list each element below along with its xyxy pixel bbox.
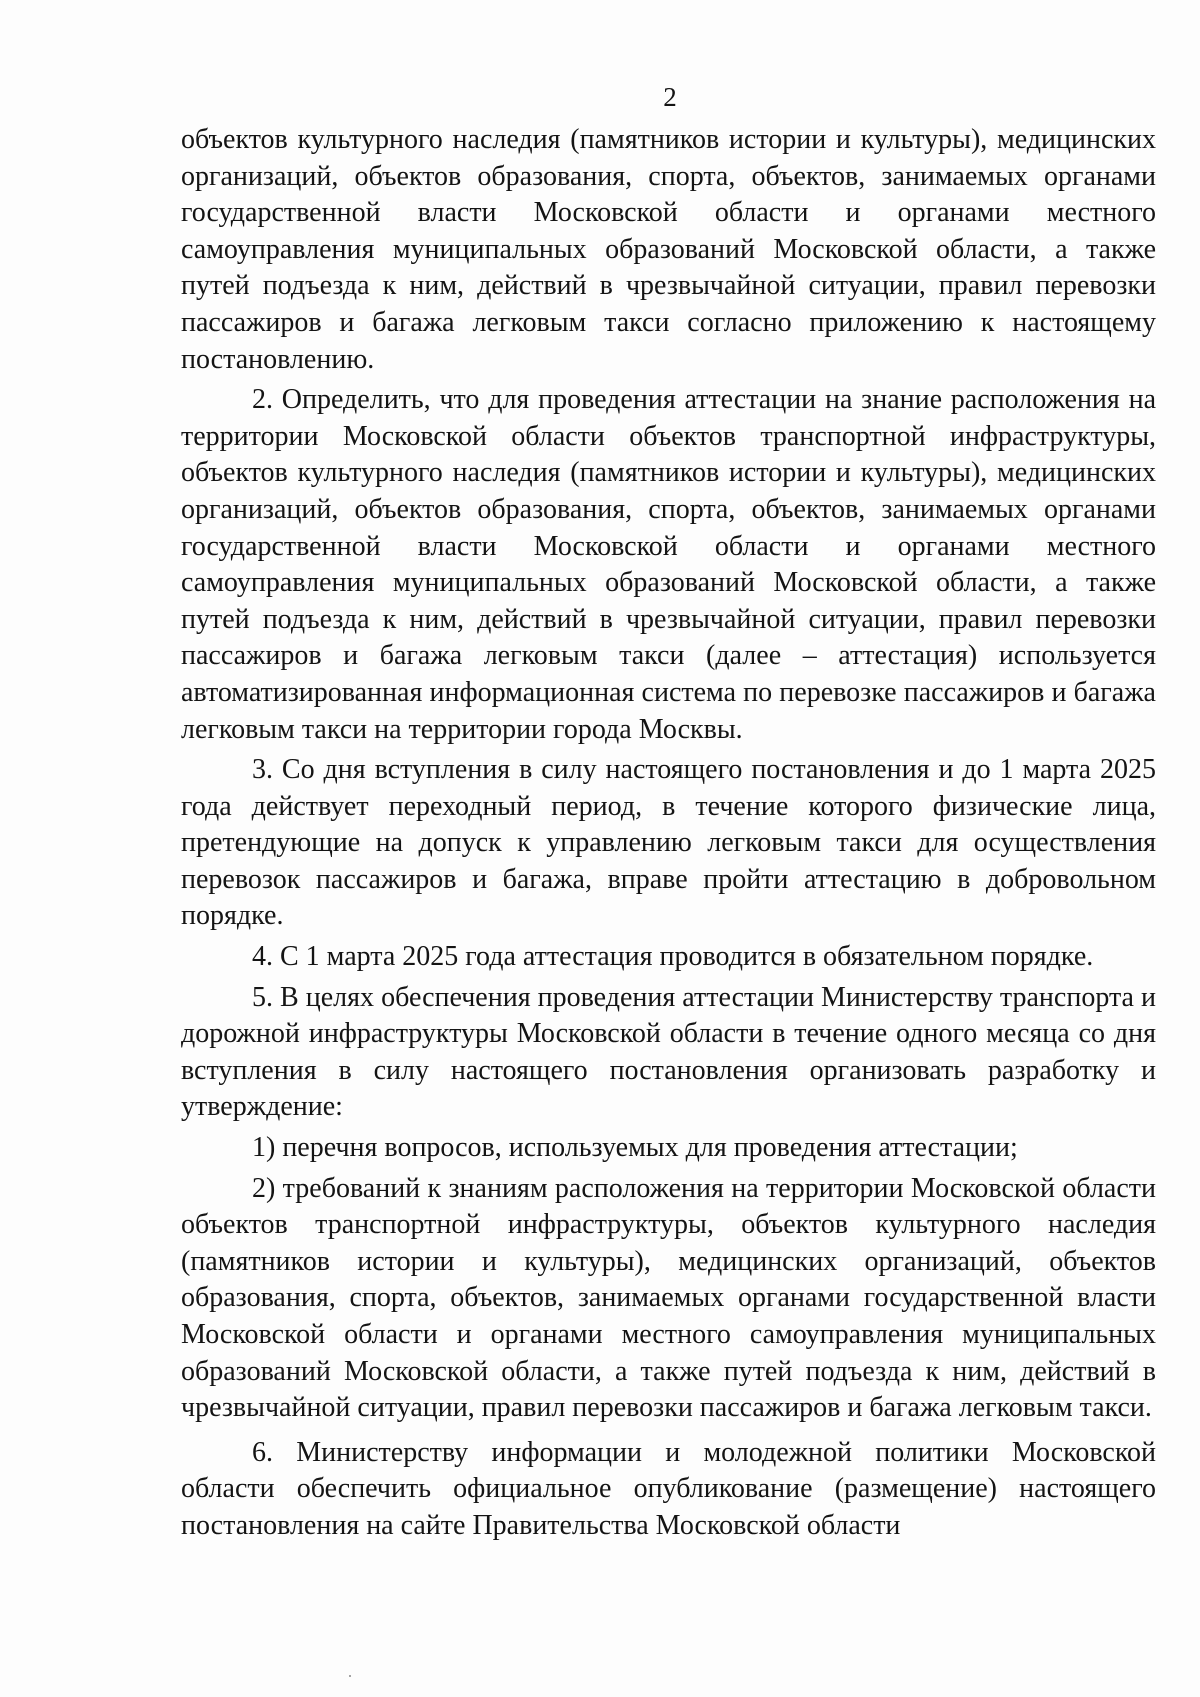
subitem-2: 2) требований к знаниям расположения на территории Московской области объектов транспортной инфраструктуры, объектов культурного наследия (памятников истории и культуры), медицинских организаций, объектов образования, спорта, объектов, занимаемых органами государственной власти Московской области и органами местного самоуправления муниципальных образований Московской области, а также путей подъезда к ним, действий в чрезвычайной ситуации, правил перевозки пассажиров и багажа легковым такси. [181,1172,1156,1424]
scan-speck [349,1675,351,1677]
paragraph-item-5: 5. В целях обеспечения проведения аттестации Министерству транспорта и дорожной инфраструктуры Московской области в течение одного месяца со дня вступления в силу настоящего постановления организовать разработку и утверждение: [181,981,1156,1123]
paragraph-item-3: 3. Со дня вступления в силу настоящего постановления и до 1 марта 2025 года действует переходный период, в течение которого физические лица, претендующие на допуск к управлению легковым такси для осуществления перевозок пассажиров и багажа, вправе пройти аттестацию в добровольном порядке. [181,754,1156,932]
document-body [181,122,1156,1545]
subitem-1: 1) перечня вопросов, используемых для проведения аттестации; [252,1132,1018,1164]
paragraph-item-6: 6. Министерству информации и молодежной политики Московской области обеспечить официальное опубликование (размещение) настоящего постановления на сайте Правительства Московской области [181,1436,1156,1541]
paragraph-continuation: объектов культурного наследия (памятников истории и культуры), медицинских организаций, объектов образования, спорта, объектов, занимаемых органами государственной власти Московской области и органами местного самоуправления муниципальных образований Московской области, а также путей подъезда к ним, действий в чрезвычайной ситуации, правил перевозки пассажиров и багажа легковым такси согласно приложению к настоящему постановлению. [181,124,1156,375]
paragraph-item-2: 2. Определить, что для проведения аттестации на знание расположения на территории Московской области объектов транспортной инфраструктуры, объектов культурного наследия (памятников истории и культуры), медицинских организаций, объектов образования, спорта, объектов, занимаемых органами государственной власти Московской области и органами местного самоуправления муниципальных образований Московской области, а также путей подъезда к ним, действий в чрезвычайной ситуации, правил перевозки пассажиров и багажа легковым такси (далее – аттестация) используется автоматизированная информационная система по перевозке пассажиров и багажа легковым такси на территории города Москвы. [181,384,1156,745]
page-number: 2 [663,82,677,112]
paragraph-item-4: 4. С 1 марта 2025 года аттестация проводится в обязательном порядке. [252,941,1094,973]
